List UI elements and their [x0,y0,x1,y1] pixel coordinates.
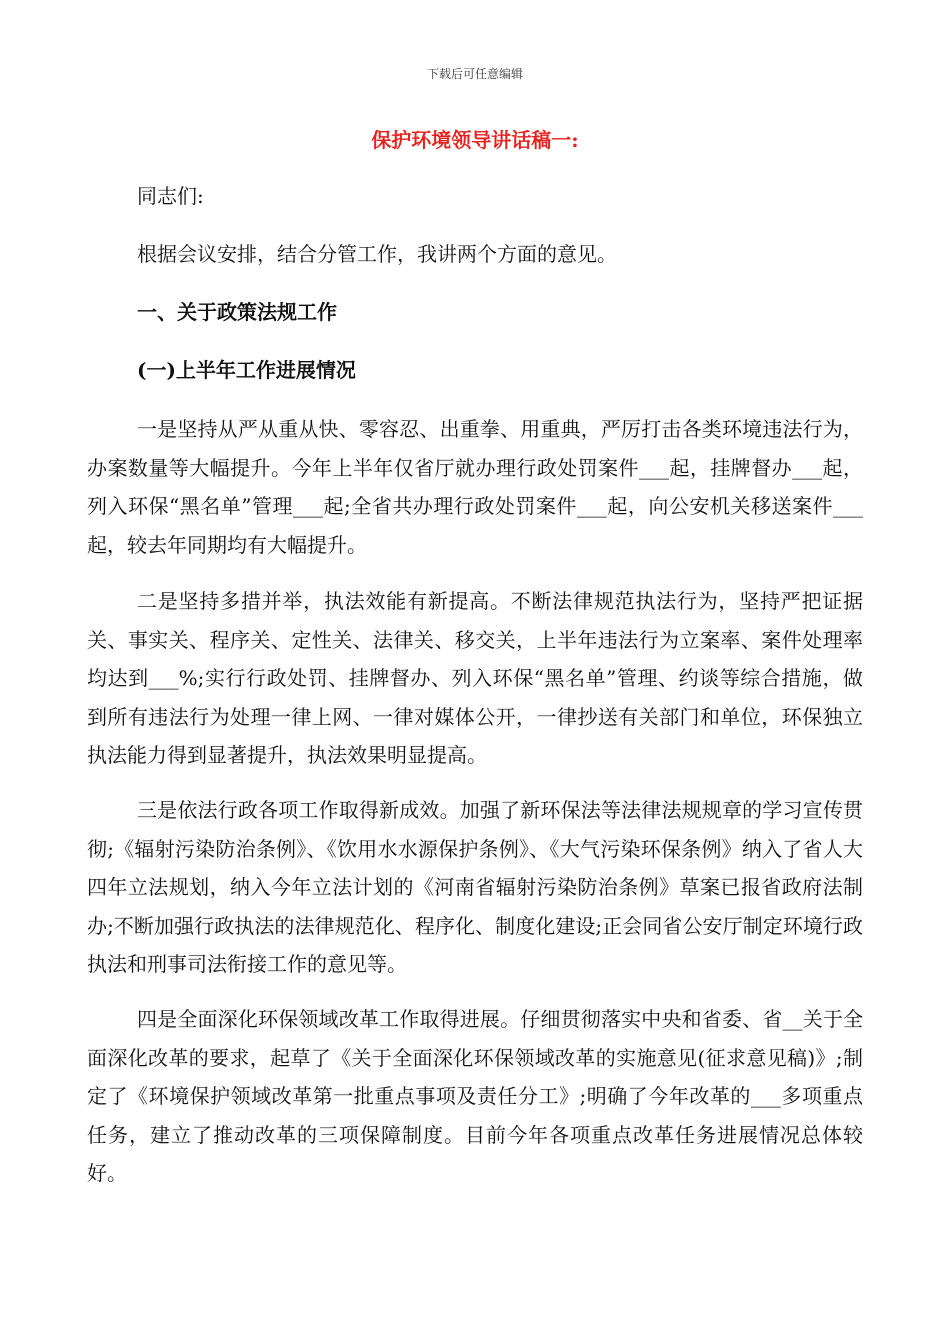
body-paragraph-1: 一是坚持从严从重从快、零容忍、出重拳、用重典，严厉打击各类环境违法行为，办案数量等大幅提升。今年上半年仅省厅就办理行政处罚案件___起，挂牌督办___起，列入环保“黑名单”管理___起;全省共办理行政处罚案件___起，向公安机关移送案件___起，较去年同期均有大幅提升。 [87,417,863,557]
body-paragraph-2: 二是坚持多措并举，执法效能有新提高。不断法律规范执法行为，坚持严把证据关、事实关、程序关、定性关、法律关、移交关，上半年违法行为立案率、案件处理率均达到___%;实行行政处罚、挂牌督办、列入环保“黑名单”管理、约谈等综合措施，做到所有违法行为处理一律上网、一律对媒体公开，一律抄送有关部门和单位，环保独立执法能力得到显著提升，执法效果明显提高。 [87,589,863,767]
section-heading: 一、关于政策法规工作 [137,300,337,324]
body-paragraph-4: 四是全面深化环保领域改革工作取得进展。仔细贯彻落实中央和省委、省__关于全面深化改革的要求，起草了《关于全面深化环保领域改革的实施意见(征求意见稿)》;制定了《环境保护领域改革第一批重点事项及责任分工》;明确了今年改革的___多项重点任务，建立了推动改革的三项保障制度。目前今年各项重点改革任务进展情况总体较好。 [87,1007,863,1185]
document-title: 保护环境领导讲话稿一: [371,128,579,152]
subsection-heading: (一)上半年工作进展情况 [137,358,356,382]
body-paragraph-3: 三是依法行政各项工作取得新成效。加强了新环保法等法律法规规章的学习宣传贯彻;《辐射污染防治条例》、《饮用水水源保护条例》、《大气污染环保条例》纳入了省人大四年立法规划，纳入今年立法计划的《河南省辐射污染防治条例》草案已报省政府法制办;不断加强行政执法的法律规范化、程序化、制度化建设;正会同省公安厅制定环境行政执法和刑事司法衔接工作的意见等。 [87,798,863,976]
intro-paragraph: 根据会议安排，结合分管工作，我讲两个方面的意见。 [137,242,617,266]
salutation: 同志们: [137,184,204,208]
header-note: 下载后可任意编辑 [426,67,523,81]
